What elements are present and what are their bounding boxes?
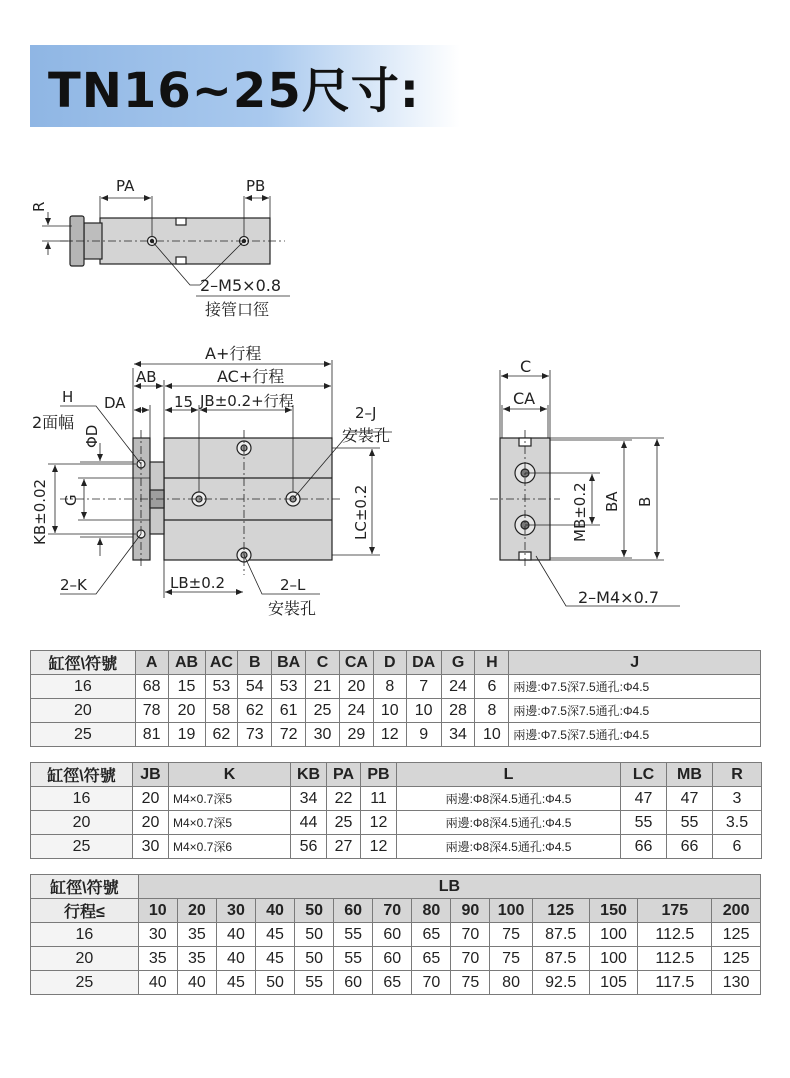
table-cell: 117.5 [638, 971, 712, 995]
label-mount-hole-j: 安裝孔 [342, 426, 391, 445]
table-cell: 25 [31, 971, 139, 995]
table2-header: PA [327, 763, 361, 787]
table-cell: 65 [412, 923, 451, 947]
table-cell: 50 [295, 923, 334, 947]
table-cell: 35 [138, 947, 177, 971]
table1-header: AB [168, 651, 205, 675]
table3-stroke: 90 [451, 899, 490, 923]
table-cell: 40 [138, 971, 177, 995]
table-cell: 125 [712, 923, 761, 947]
label-phi-d: ΦD [83, 424, 101, 448]
table3-stroke-label: 行程≤ [31, 899, 139, 923]
label-mb: MB±0.2 [571, 482, 589, 542]
table-cell: 62 [205, 723, 238, 747]
table-cell: 12 [373, 723, 406, 747]
table-cell: 61 [272, 699, 306, 723]
table-cell: 28 [441, 699, 475, 723]
table-row [31, 947, 761, 971]
table-cell: 105 [589, 971, 638, 995]
label-da: DA [104, 394, 126, 412]
table2-header: MB [667, 763, 713, 787]
table3-group-row [31, 875, 761, 899]
table1-header: CA [339, 651, 373, 675]
table-cell: 34 [291, 787, 327, 811]
table3-stroke: 70 [373, 899, 412, 923]
table-cell: 30 [138, 923, 177, 947]
table-cell: 87.5 [532, 947, 589, 971]
table-cell: 24 [441, 675, 475, 699]
label-b: B [636, 496, 654, 507]
table-cell: 75 [490, 923, 532, 947]
table-cell: 35 [177, 923, 216, 947]
table-cell: 65 [412, 947, 451, 971]
table-cell: 20 [31, 811, 133, 835]
table-row [31, 971, 761, 995]
table-cell: 3 [713, 787, 762, 811]
table-cell: 58 [205, 699, 238, 723]
table3-stroke: 10 [138, 899, 177, 923]
table-cell: 66 [667, 835, 713, 859]
table-cell: 9 [406, 723, 441, 747]
table-row [31, 787, 762, 811]
table-cell: 兩邊:Φ7.5深7.5通孔:Φ4.5 [509, 699, 761, 723]
label-two-l: 2–L [280, 576, 306, 594]
table-cell: 73 [238, 723, 272, 747]
table-cell: 30 [133, 835, 169, 859]
table2-header: JB [133, 763, 169, 787]
table-cell: 兩邊:Φ7.5深7.5通孔:Φ4.5 [509, 675, 761, 699]
table-cell: 10 [373, 699, 406, 723]
table1-header-row [31, 651, 761, 675]
table3-stroke: 20 [177, 899, 216, 923]
table-cell: 66 [621, 835, 667, 859]
table1-header: J [509, 651, 761, 675]
table-cell: 40 [216, 947, 255, 971]
label-two-k: 2–K [60, 576, 87, 594]
label-r: R [30, 201, 48, 212]
table2-header-row [31, 763, 762, 787]
table-cell: 92.5 [532, 971, 589, 995]
label-ba: BA [603, 491, 621, 512]
table-cell: 20 [31, 699, 136, 723]
table3-stroke-row [31, 899, 761, 923]
table1-header: D [373, 651, 406, 675]
label-port-spec: 2–M5×0.8 [200, 276, 282, 295]
table-cell: 68 [135, 675, 168, 699]
table-cell: 55 [295, 971, 334, 995]
table3-stroke: 50 [295, 899, 334, 923]
table-cell: 47 [667, 787, 713, 811]
spec-table-2 [30, 762, 762, 859]
label-port-name: 接管口徑 [205, 300, 270, 319]
table-cell: 53 [205, 675, 238, 699]
table-row [31, 723, 761, 747]
table-cell: 112.5 [638, 923, 712, 947]
spec-table-1 [30, 650, 761, 747]
table-cell: 54 [238, 675, 272, 699]
table-cell: 20 [168, 699, 205, 723]
table-cell: 8 [373, 675, 406, 699]
table1-header: C [306, 651, 340, 675]
table-cell: 16 [31, 923, 139, 947]
label-two-faces: 2面幅 [32, 413, 75, 432]
table-cell: 7 [406, 675, 441, 699]
table2-header: LC [621, 763, 667, 787]
table-cell: 19 [168, 723, 205, 747]
top-view [42, 196, 285, 285]
table1-header: 缸徑\符號 [31, 651, 136, 675]
table-cell: M4×0.7深6 [169, 835, 291, 859]
table1-header: DA [406, 651, 441, 675]
table-cell: 47 [621, 787, 667, 811]
table-cell: 50 [255, 971, 294, 995]
table-cell: 45 [255, 923, 294, 947]
table-cell: 27 [327, 835, 361, 859]
table-cell: 55 [334, 923, 373, 947]
table-cell: 25 [31, 723, 136, 747]
table-cell: 45 [255, 947, 294, 971]
table-cell: 100 [589, 923, 638, 947]
table2-header: PB [361, 763, 397, 787]
spec-table-3 [30, 874, 761, 995]
label-bottom-spec: 2–M4×0.7 [578, 588, 660, 607]
label-c: C [520, 357, 532, 376]
table3-stroke: 80 [412, 899, 451, 923]
table-cell: 60 [373, 947, 412, 971]
table-cell: 80 [490, 971, 532, 995]
table1-header: AC [205, 651, 238, 675]
label-a-stroke: A+行程 [205, 344, 262, 363]
table-cell: 6 [713, 835, 762, 859]
table-cell: 55 [667, 811, 713, 835]
table-cell: 25 [306, 699, 340, 723]
table-cell: 20 [339, 675, 373, 699]
label-ac-stroke: AC+行程 [217, 367, 285, 386]
table-cell: 兩邊:Φ8深4.5通孔:Φ4.5 [397, 811, 621, 835]
label-fifteen: 15 [174, 393, 194, 411]
table3-stroke: 175 [638, 899, 712, 923]
table-cell: 81 [135, 723, 168, 747]
table-cell: 22 [327, 787, 361, 811]
label-ab: AB [136, 368, 157, 386]
table-row [31, 699, 761, 723]
table1-header: G [441, 651, 475, 675]
table-cell: 125 [712, 947, 761, 971]
table-cell: 兩邊:Φ8深4.5通孔:Φ4.5 [397, 787, 621, 811]
table-cell: 70 [451, 947, 490, 971]
table-cell: 20 [133, 811, 169, 835]
table-cell: 60 [334, 971, 373, 995]
table-cell: 兩邊:Φ8深4.5通孔:Φ4.5 [397, 835, 621, 859]
table-cell: 16 [31, 787, 133, 811]
table-cell: 50 [295, 947, 334, 971]
table-cell: 8 [475, 699, 509, 723]
table-cell: 10 [475, 723, 509, 747]
table3-stroke: 125 [532, 899, 589, 923]
table-cell: 62 [238, 699, 272, 723]
label-kb: KB±0.02 [31, 478, 49, 545]
label-jb-stroke: JB±0.2+行程 [200, 392, 294, 410]
table-cell: 60 [373, 923, 412, 947]
table-cell: 87.5 [532, 923, 589, 947]
table-cell: 21 [306, 675, 340, 699]
label-pa: PA [116, 177, 135, 195]
table-cell: 6 [475, 675, 509, 699]
label-lc: LC±0.2 [352, 484, 370, 540]
label-ca: CA [513, 389, 536, 408]
table3-stroke: 200 [712, 899, 761, 923]
table-cell: 44 [291, 811, 327, 835]
table1-header: H [475, 651, 509, 675]
label-two-j: 2–J [355, 404, 377, 422]
table-cell: 53 [272, 675, 306, 699]
table-cell: 65 [373, 971, 412, 995]
label-pb: PB [246, 177, 266, 195]
table3-stroke: 100 [490, 899, 532, 923]
table-cell: 20 [31, 947, 139, 971]
table-cell: 100 [589, 947, 638, 971]
table3-stroke: 150 [589, 899, 638, 923]
table-cell: 29 [339, 723, 373, 747]
table-cell: 15 [168, 675, 205, 699]
table-cell: 45 [216, 971, 255, 995]
table-cell: 40 [216, 923, 255, 947]
table2-header: 缸徑\符號 [31, 763, 133, 787]
table1-header: B [238, 651, 272, 675]
label-h: H [62, 388, 74, 406]
page-title: TN16~25尺寸: [48, 63, 420, 119]
table-cell: 兩邊:Φ7.5深7.5通孔:Φ4.5 [509, 723, 761, 747]
table-row [31, 835, 762, 859]
table2-header: R [713, 763, 762, 787]
table-cell: 3.5 [713, 811, 762, 835]
table-cell: 112.5 [638, 947, 712, 971]
table-cell: 20 [133, 787, 169, 811]
table-cell: 70 [451, 923, 490, 947]
table-cell: 55 [334, 947, 373, 971]
table-row [31, 811, 762, 835]
table-cell: 25 [327, 811, 361, 835]
table1-header: A [135, 651, 168, 675]
table-cell: 55 [621, 811, 667, 835]
table-cell: 70 [412, 971, 451, 995]
table-cell: 12 [361, 835, 397, 859]
table-cell: 72 [272, 723, 306, 747]
table2-header: KB [291, 763, 327, 787]
table-cell: M4×0.7深5 [169, 787, 291, 811]
table-cell: M4×0.7深5 [169, 811, 291, 835]
table2-header: K [169, 763, 291, 787]
table-cell: 24 [339, 699, 373, 723]
table-cell: 25 [31, 835, 133, 859]
label-mount-hole-l: 安裝孔 [268, 599, 317, 618]
table-cell: 35 [177, 947, 216, 971]
table-cell: 11 [361, 787, 397, 811]
table-cell: 75 [490, 947, 532, 971]
table-cell: 16 [31, 675, 136, 699]
table-cell: 40 [177, 971, 216, 995]
table-cell: 30 [306, 723, 340, 747]
table-row [31, 923, 761, 947]
table-cell: 10 [406, 699, 441, 723]
table-cell: 75 [451, 971, 490, 995]
table-row [31, 675, 761, 699]
table-cell: 78 [135, 699, 168, 723]
table3-stroke: 60 [334, 899, 373, 923]
table-cell: 12 [361, 811, 397, 835]
label-g: G [62, 494, 80, 506]
table-cell: 56 [291, 835, 327, 859]
table3-group-header: LB [138, 875, 760, 899]
table2-header: L [397, 763, 621, 787]
table-cell: 34 [441, 723, 475, 747]
table3-header: 缸徑\符號 [31, 875, 139, 899]
label-lb: LB±0.2 [170, 574, 226, 592]
table3-stroke: 30 [216, 899, 255, 923]
table-cell: 130 [712, 971, 761, 995]
table1-header: BA [272, 651, 306, 675]
table3-stroke: 40 [255, 899, 294, 923]
